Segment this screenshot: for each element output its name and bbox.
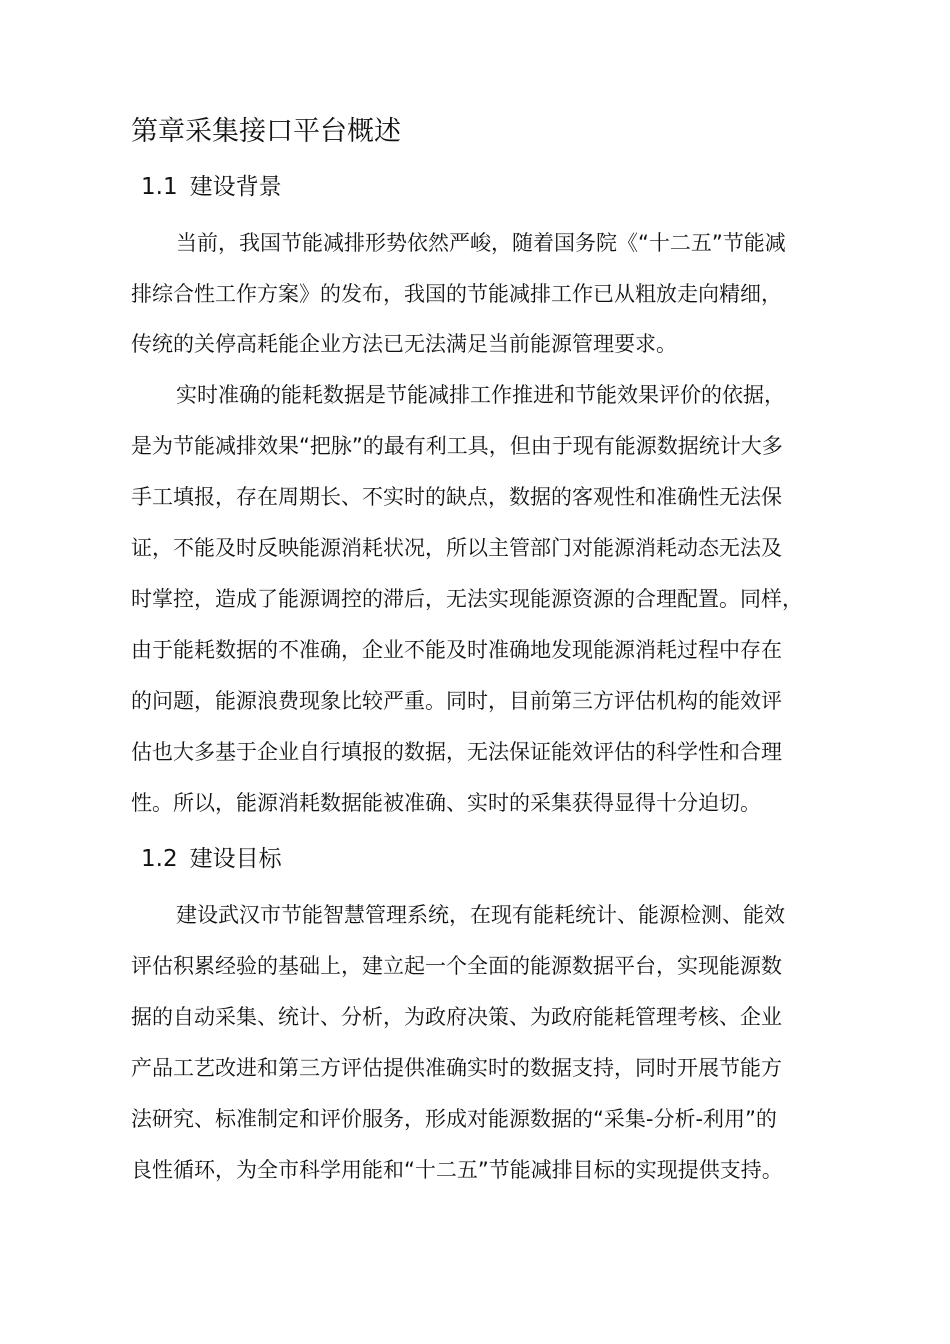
section-heading-1-1 [141,169,282,205]
section-number: 1.2 [141,846,178,872]
paragraph-line: 当前，我国节能减排形势依然严峻，随着国务院《“十二五”节能减 [176,231,786,255]
paragraph-line: 排综合性工作方案》的发布，我国的节能减排工作已从粗放走向精细， [131,282,782,306]
section-title: 建设目标 [189,846,282,872]
paragraph-line: 建设武汉市节能智慧管理系统，在现有能耗统计、能源检测、能效 [176,903,785,927]
paragraph-line: 据的自动采集、统计、分析，为政府决策、为政府能耗管理考核、企业 [131,1005,782,1029]
paragraph-line: 实时准确的能耗数据是节能减排工作推进和节能效果评价的依据， [176,383,785,407]
paragraph-line: 证，不能及时反映能源消耗状况，所以主管部门对能源消耗动态无法及 [131,536,782,560]
chapter-title: 第章采集接口平台概述 [131,116,401,147]
paragraph-line: 评估积累经验的基础上，建立起一个全面的能源数据平台，实现能源数 [131,954,782,978]
paragraph-line: 是为节能减排效果“把脉”的最有利工具，但由于现有能源数据统计大多 [131,434,783,458]
section-number: 1.1 [141,174,178,200]
paragraph-line: 良性循环，为全市科学用能和“十二五”节能减排目标的实现提供支持。 [131,1158,783,1182]
section-title: 建设背景 [189,174,282,200]
paragraph-line: 手工填报，存在周期长、不实时的缺点，数据的客观性和准确性无法保 [131,485,782,509]
paragraph-line: 传统的关停高耗能企业方法已无法满足当前能源管理要求。 [131,332,677,356]
paragraph-line: 法研究、标准制定和评价服务，形成对能源数据的“采集-分析-利用”的 [131,1107,777,1131]
paragraph-line: 估也大多基于企业自行填报的数据，无法保证能效评估的科学性和合理 [131,740,782,764]
section-heading-1-2 [141,841,282,877]
paragraph-line: 的问题，能源浪费现象比较严重。同时，目前第三方评估机构的能效评 [131,689,782,713]
paragraph-line: 由于能耗数据的不准确，企业不能及时准确地发现能源消耗过程中存在 [131,638,782,662]
paragraph-line: 性。所以，能源消耗数据能被准确、实时的采集获得显得十分迫切。 [131,791,761,815]
paragraph-line: 时掌控，造成了能源调控的滞后，无法实现能源资源的合理配置。同样， [131,587,803,611]
paragraph-line: 产品工艺改进和第三方评估提供准确实时的数据支持，同时开展节能方 [131,1056,782,1080]
